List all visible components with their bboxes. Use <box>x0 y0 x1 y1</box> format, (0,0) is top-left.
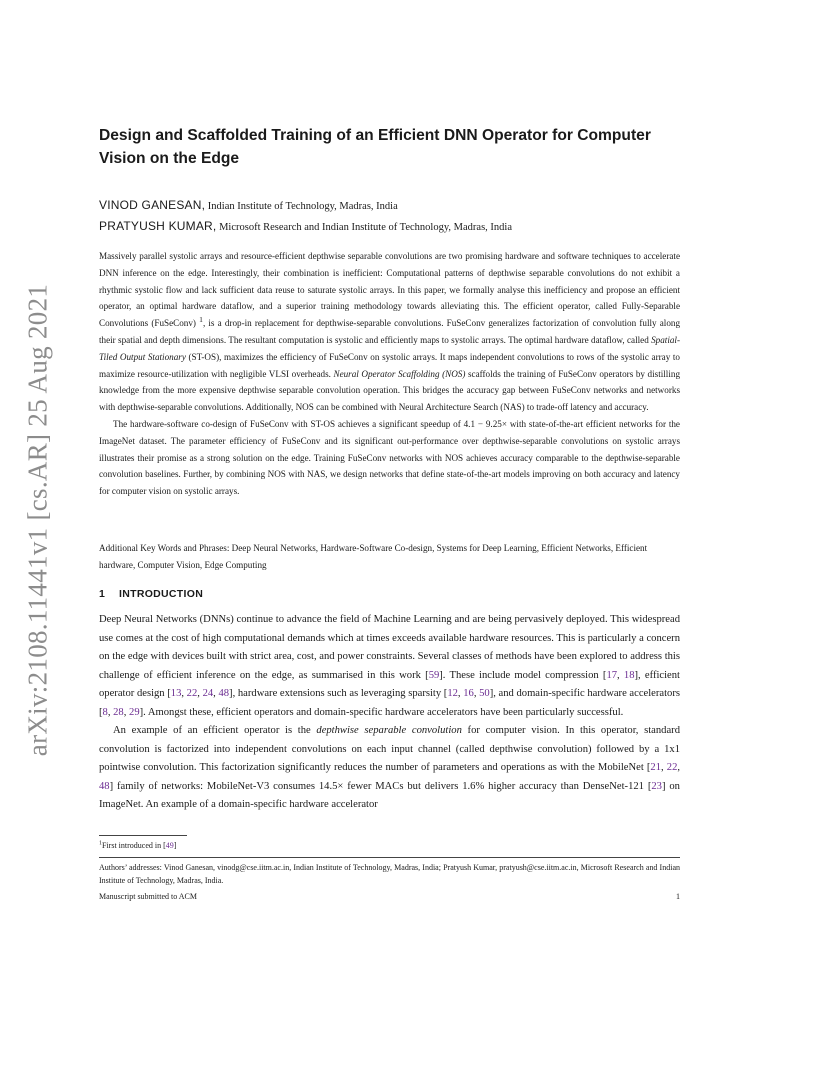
footnote-divider <box>99 835 187 836</box>
intro-paragraph-1: Deep Neural Networks (DNNs) continue to advance the field of Machine Learning and are being pervasively deployed. This widespread use comes at the cost of high computational demands which at times exceeds available hardware resources. This is particularly a concern on the edge with devices built with strict area, cost, and power constraints. Several classes of methods have been explored to address this challenge of efficient inference on the edge, as summarised in this work [59]. These include model compression [17, 18], efficient operator design [13, 22, 24, 48], hardware extensions such as leveraging sparsity [12, 16, 50], and domain-specific hardware accelerators [8, 28, 29]. Amongst these, efficient operators and domain-specific hardware accelerators have been particularly successful. <box>99 614 680 718</box>
citation-link[interactable]: 59 <box>428 669 440 681</box>
author-2 <box>99 219 512 233</box>
section-number: 1 <box>99 588 106 600</box>
abstract <box>99 248 680 500</box>
citation-link[interactable]: 48 <box>99 780 110 792</box>
section-title: INTRODUCTION <box>119 588 204 600</box>
section-heading <box>99 588 203 600</box>
author-1 <box>99 198 398 212</box>
author-affiliation: Microsoft Research and Indian Institute of Technology, Madras, India <box>219 222 512 233</box>
address-divider <box>99 857 680 858</box>
intro-paragraph-2: An example of an efficient operator is the depthwise separable convolution for computer vision. In this operator, standard convolution is factorized into independent convolutions on each input channel (called depthwise convolution) followed by a 1x1 pointwise convolution. This factorization significantly reduces the number of parameters and operations as with the MobileNet [21, 22, 48] family of networks: MobileNet-V3 consumes 14.5× fewer MACs but delivers 1.6% higher accuracy than DenseNet-121 [23] on ImageNet. An example of a domain-specific hardware accelerator <box>99 725 681 810</box>
citation-link[interactable]: 28 <box>113 706 124 718</box>
citation-link[interactable]: 48 <box>218 688 230 699</box>
page-number: 1 <box>676 892 680 901</box>
author-name: PRATYUSH KUMAR, <box>99 219 217 233</box>
footnote-marker[interactable]: 1 <box>199 315 203 325</box>
citation-link[interactable]: 18 <box>623 669 635 681</box>
citation-link[interactable]: 12 <box>447 688 458 699</box>
emphasis: depthwise separable convolution <box>316 725 462 736</box>
citation-link[interactable]: 13 <box>170 688 182 699</box>
citation-link[interactable]: 22 <box>666 762 678 773</box>
citation-link[interactable]: 49 <box>165 841 174 850</box>
emphasis: Spatial-Tiled Output Stationary <box>99 334 680 362</box>
introduction-body <box>99 611 680 815</box>
citation-link[interactable]: 22 <box>186 688 198 699</box>
citation-link[interactable]: 17 <box>606 669 618 681</box>
abstract-paragraph-2: The hardware-software co-design of FuSeConv with ST-OS achieves a significant speedup of 4.1 − 9.25× with state-of-the-art efficient networks for the ImageNet dataset. The parameter efficiency of FuSeConv and its significant out-performance over depthwise-separable convolutions on systolic arrays illustrates their promise as a strong solution on the edge. Training FuSeConv networks with NOS achieves accuracy comparable to the depthwise-separable convolution baselines. Further, by combining NOS with NAS, we design networks that define state-of-the-art models improving on both accuracy and latency for computer vision on systolic arrays. <box>99 418 680 497</box>
arxiv-sidebar-stamp <box>18 280 58 760</box>
author-affiliation: Indian Institute of Technology, Madras, India <box>207 201 398 212</box>
citation-link[interactable]: 23 <box>651 780 662 792</box>
abstract-paragraph-1: Massively parallel systolic arrays and resource-efficient depthwise separable convolutions are two promising hardware and software techniques to accelerate DNN inference on the edge. Interestingly, their combination is inefficient: Computational patterns of depthwise separable convolutions do not exhibit a rhythmic systolic flow and lack sufficient data reuse to saturate systolic arrays. In this paper, we formally analyse this inefficiency and propose an efficient operator, an optimal hardware dataflow, and a superior training methodology towards alleviating this. The efficient operator, called Fully-Separable Convolutions (FuSeConv) $^1$, is a drop-in replacement for depthwise-separable convolutions. FuSeConv generalizes factorization of convolution fully along their spatial and depth dimensions. The resultant computation is systolic and efficiently maps to systolic arrays. The optimal hardware dataflow, called Spatial-Tiled Output Stationary (ST-OS), maximizes the efficiency of FuSeConv on systolic arrays. It maps independent convolutions to rows of the systolic array to maximize resource-utilization with negligible VLSI overheads. Neural Operator Scaffolding (NOS) scaffolds the training of FuSeConv operators by distilling knowledge from the more expensive depthwise separable convolution operation. This bridges the accuracy gap between FuSeConv networks and networks with depthwise-separable convolutions. Additionally, NOS can be combined with Neural Architecture Search (NAS) to trade-off latency and accuracy. <box>99 251 681 413</box>
citation-link[interactable]: 29 <box>129 706 140 718</box>
footnote-mark: 1 <box>99 840 102 847</box>
footnote: $^1$First introduced in [49] <box>99 840 177 850</box>
arxiv-identifier: arXiv:2108.11441v1 [cs.AR] 25 Aug 2021 <box>22 283 53 757</box>
citation-link[interactable]: 16 <box>463 688 474 699</box>
manuscript-note: Manuscript submitted to ACM <box>99 892 197 901</box>
citation-link[interactable]: 21 <box>650 762 662 773</box>
citation-link[interactable]: 8 <box>102 706 108 718</box>
author-addresses: Authors’ addresses: Vinod Ganesan, vinodg@cse.iitm.ac.in, Indian Institute of Technology, Madras, India; Pratyush Kumar, pratyush@cse.iitm.ac.in, Microsoft Research and Indian Institute of Technology, Madras, India. <box>99 863 680 885</box>
keywords: Additional Key Words and Phrases: Deep Neural Networks, Hardware-Software Co-design, Systems for Deep Learning, Efficient Networks, Efficient hardware, Computer Vision, Edge Computing <box>99 543 648 570</box>
author-name: VINOD GANESAN, <box>99 198 206 212</box>
emphasis: Neural Operator Scaffolding (NOS) <box>333 368 466 379</box>
citation-link[interactable]: 50 <box>479 688 490 699</box>
paper-title: Design and Scaffolded Training of an Efficient DNN Operator for Computer Vision on the Edge <box>99 127 651 167</box>
citation-link[interactable]: 24 <box>202 688 214 699</box>
